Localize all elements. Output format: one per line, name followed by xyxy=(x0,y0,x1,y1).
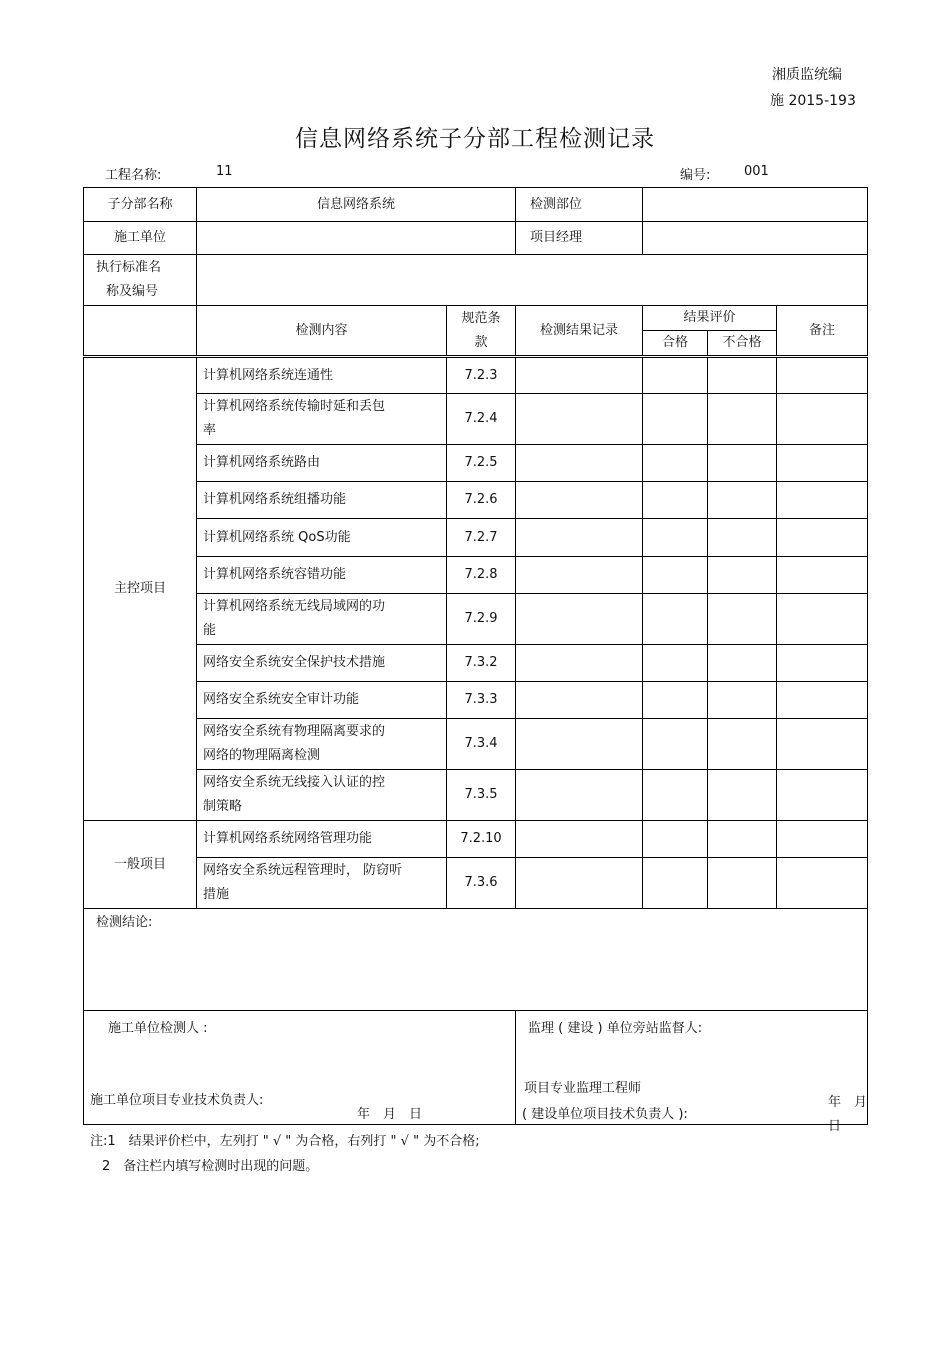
item-pass[interactable] xyxy=(643,682,708,719)
item-content xyxy=(197,645,447,682)
item-clause: 7.2.10 xyxy=(447,821,516,858)
item-content xyxy=(197,858,447,909)
item-content xyxy=(197,557,447,594)
col-clause-line1: 规范条 xyxy=(461,310,501,326)
detect-part-label: 检测部位 xyxy=(516,188,643,222)
manager-label: 项目经理 xyxy=(516,222,643,255)
item-record[interactable] xyxy=(516,821,643,858)
contractor-signature-cell[interactable] xyxy=(84,1011,516,1125)
item-clause: 7.3.6 xyxy=(447,858,516,909)
item-line1: 计算机网络系统路由 xyxy=(203,455,321,470)
col-remark: 备注 xyxy=(777,306,868,357)
detect-part-value[interactable] xyxy=(643,188,868,222)
item-pass[interactable] xyxy=(643,482,708,519)
item-pass[interactable] xyxy=(643,557,708,594)
col-clause xyxy=(447,306,516,357)
standard-value[interactable] xyxy=(197,255,868,306)
item-line1: 网络安全系统安全审计功能 xyxy=(203,692,360,707)
item-record[interactable] xyxy=(516,770,643,821)
page-title: 信息网络系统子分部工程检测记录 xyxy=(295,126,655,152)
note-2: 2 备注栏内填写检测时出现的问题。 xyxy=(102,1159,319,1174)
item-record[interactable] xyxy=(516,594,643,645)
item-record[interactable] xyxy=(516,719,643,770)
item-pass[interactable] xyxy=(643,645,708,682)
item-remark[interactable] xyxy=(777,645,868,682)
item-line1: 计算机网络系统网络管理功能 xyxy=(203,831,373,846)
item-record[interactable] xyxy=(516,445,643,482)
item-line1: 网络安全系统安全保护技术措施 xyxy=(203,655,386,670)
item-line1: 网络安全系统远程管理时， 防窃听 xyxy=(203,863,403,878)
item-fail[interactable] xyxy=(708,719,777,770)
item-record[interactable] xyxy=(516,557,643,594)
col-eval: 结果评价 xyxy=(643,306,777,331)
contractor-inspector-label: 施工单位检测人 : xyxy=(108,1021,208,1036)
item-record[interactable] xyxy=(516,482,643,519)
inspection-table xyxy=(83,187,881,1134)
item-clause: 7.2.5 xyxy=(447,445,516,482)
item-fail[interactable] xyxy=(708,645,777,682)
item-content xyxy=(197,821,447,858)
item-clause: 7.2.4 xyxy=(447,394,516,445)
item-content xyxy=(197,394,447,445)
contractor-date: 年 月 日 xyxy=(357,1107,423,1122)
item-record[interactable] xyxy=(516,682,643,719)
item-pass[interactable] xyxy=(643,394,708,445)
col-clause-line2: 款 xyxy=(474,334,488,350)
project-name-value: 11 xyxy=(216,164,233,179)
item-pass[interactable] xyxy=(643,357,708,394)
item-remark[interactable] xyxy=(777,770,868,821)
item-line2: 制策略 xyxy=(203,799,243,814)
manager-value[interactable] xyxy=(643,222,868,255)
item-pass[interactable] xyxy=(643,519,708,557)
item-pass[interactable] xyxy=(643,445,708,482)
item-pass[interactable] xyxy=(643,858,708,909)
item-fail[interactable] xyxy=(708,858,777,909)
group-general: 一般项目 xyxy=(84,821,197,909)
subdiv-name-label: 子分部名称 xyxy=(84,188,197,222)
item-record[interactable] xyxy=(516,357,643,394)
conclusion-label: 检测结论: xyxy=(96,915,153,930)
item-fail[interactable] xyxy=(708,482,777,519)
item-line2: 率 xyxy=(203,423,217,438)
subdiv-name-value: 信息网络系统 xyxy=(197,188,516,222)
group-main: 主控项目 xyxy=(84,357,197,821)
item-record[interactable] xyxy=(516,394,643,445)
blank-header-cell xyxy=(84,306,197,357)
contractor-label: 施工单位 xyxy=(84,222,197,255)
item-pass[interactable] xyxy=(643,770,708,821)
supervisor-date: 年 月 日 xyxy=(828,1095,881,1134)
item-content xyxy=(197,770,447,821)
item-content xyxy=(197,445,447,482)
project-name-label: 工程名称: xyxy=(105,168,162,183)
col-record: 检测结果记录 xyxy=(516,306,643,357)
col-content: 检测内容 xyxy=(197,306,447,357)
item-clause: 7.2.3 xyxy=(447,357,516,394)
item-fail[interactable] xyxy=(708,557,777,594)
item-content xyxy=(197,719,447,770)
item-line1: 计算机网络系统连通性 xyxy=(203,367,334,383)
item-pass[interactable] xyxy=(643,594,708,645)
item-fail[interactable] xyxy=(708,519,777,557)
item-record[interactable] xyxy=(516,519,643,557)
item-fail[interactable] xyxy=(708,394,777,445)
item-line2: 网络的物理隔离检测 xyxy=(203,748,321,763)
item-line1: 计算机网络系统无线局域网的功 xyxy=(203,599,386,614)
item-remark[interactable] xyxy=(777,682,868,719)
item-line1: 网络安全系统有物理隔离要求的 xyxy=(203,724,386,739)
item-line1: 计算机网络系统组播功能 xyxy=(203,492,347,507)
item-content xyxy=(197,519,447,557)
item-content xyxy=(197,482,447,519)
col-pass: 合格 xyxy=(643,331,708,357)
form-ref-line1: 湘质监统编 xyxy=(772,67,842,83)
item-line2: 能 xyxy=(203,623,217,638)
item-fail[interactable] xyxy=(708,770,777,821)
supervisor-engineer-line1: 项目专业监理工程师 xyxy=(524,1081,642,1096)
item-fail[interactable] xyxy=(708,357,777,394)
item-line1: 计算机网络系统 QoS功能 xyxy=(203,529,351,545)
item-fail[interactable] xyxy=(708,682,777,719)
col-fail: 不合格 xyxy=(708,331,777,357)
item-remark[interactable] xyxy=(777,482,868,519)
item-remark[interactable] xyxy=(777,357,868,394)
item-record[interactable] xyxy=(516,645,643,682)
item-line2: 措施 xyxy=(203,887,230,902)
contractor-value[interactable] xyxy=(197,222,516,255)
item-fail[interactable] xyxy=(708,445,777,482)
item-clause: 7.3.4 xyxy=(447,719,516,770)
item-clause: 7.3.3 xyxy=(447,682,516,719)
contractor-tech-label: 施工单位项目专业技术负责人: xyxy=(90,1093,264,1108)
conclusion-cell[interactable] xyxy=(84,909,868,1011)
item-clause: 7.2.7 xyxy=(447,519,516,557)
item-pass[interactable] xyxy=(643,719,708,770)
standard-label-line1: 执行标准名 xyxy=(96,260,162,275)
supervisor-signature-cell[interactable] xyxy=(516,1011,881,1134)
item-line1: 网络安全系统无线接入认证的控 xyxy=(203,775,386,790)
item-content xyxy=(197,682,447,719)
form-ref-line2: 施 2015-193 xyxy=(770,93,856,109)
item-clause: 7.2.8 xyxy=(447,557,516,594)
item-pass[interactable] xyxy=(643,821,708,858)
item-clause: 7.2.6 xyxy=(447,482,516,519)
supervisor-label: 监理 ( 建设 ) 单位旁站监督人: xyxy=(528,1021,703,1036)
item-remark[interactable] xyxy=(777,394,868,445)
item-remark[interactable] xyxy=(777,719,868,770)
item-content xyxy=(197,594,447,645)
item-record[interactable] xyxy=(516,858,643,909)
item-content xyxy=(197,357,447,394)
supervisor-engineer-line2: ( 建设单位项目技术负责人 ): xyxy=(522,1107,688,1122)
note-1: 注:1 结果评价栏中，左列打 " √ " 为合格，右列打 " √ " 为不合格; xyxy=(90,1134,480,1149)
item-remark[interactable] xyxy=(777,557,868,594)
number-label: 编号: xyxy=(680,168,711,183)
item-line1: 计算机网络系统传输时延和丢包 xyxy=(203,399,386,414)
item-clause: 7.2.9 xyxy=(447,594,516,645)
item-fail[interactable] xyxy=(708,594,777,645)
item-clause: 7.3.5 xyxy=(447,770,516,821)
item-remark[interactable] xyxy=(777,594,868,645)
item-remark[interactable] xyxy=(777,519,868,557)
item-remark[interactable] xyxy=(777,858,868,909)
item-clause: 7.3.2 xyxy=(447,645,516,682)
item-remark[interactable] xyxy=(777,821,868,858)
item-remark[interactable] xyxy=(777,445,868,482)
item-fail[interactable] xyxy=(708,821,777,858)
standard-label-line2: 称及编号 xyxy=(106,284,159,299)
standard-label xyxy=(84,255,197,306)
number-value: 001 xyxy=(744,164,769,179)
item-line1: 计算机网络系统容错功能 xyxy=(203,567,347,582)
